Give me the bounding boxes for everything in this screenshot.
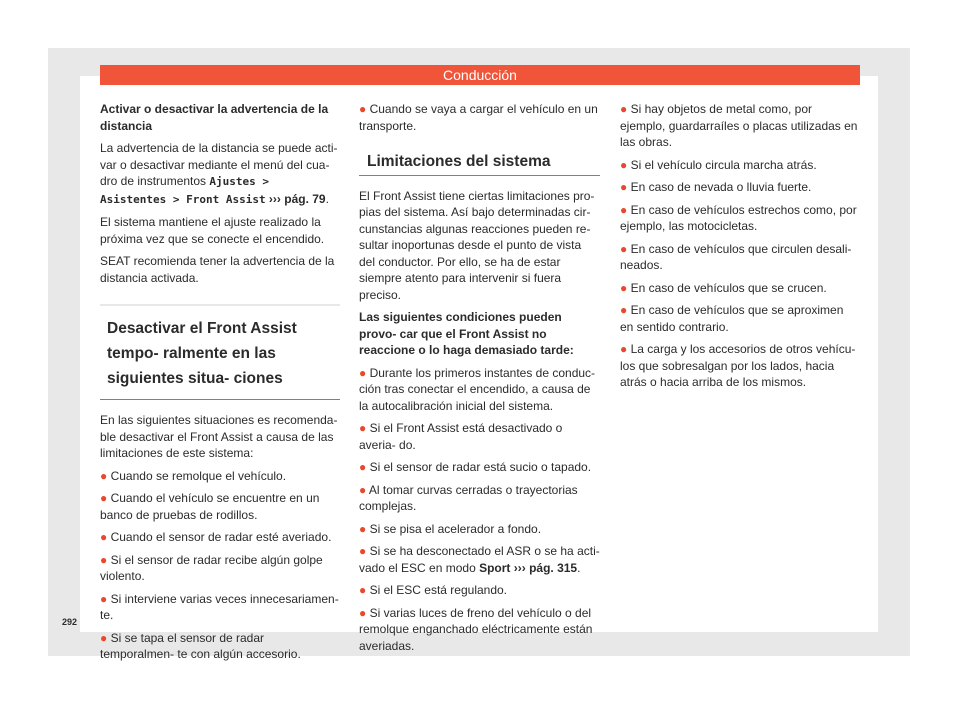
paragraph: El Front Assist tiene ciertas limitaciones pro- pias del sistema. Así bajo determinadas cir- cunstancias algunas reacciones pueden re- sultar inoportunas desde el punto de vista del conductor. Por ello, se ha de estar siempre atento para intervenir si fuera preciso. <box>359 188 595 302</box>
list-item: ● Si hay objetos de metal como, por ejemplo, guardarraíles o placas utilizadas en las obras. <box>620 102 858 149</box>
bullet-icon: ● <box>100 591 108 606</box>
list-item: ● Si el Front Assist está desactivado o averia- do. <box>359 421 563 452</box>
bullet-icon: ● <box>100 630 108 645</box>
list-item: ● Durante los primeros instantes de conduc- ción tras conectar el encendido, a causa de la autocalibración inicial del sistema. <box>359 365 596 413</box>
list-item: ● Al tomar curvas cerradas o trayectorias complejas. <box>359 482 578 513</box>
bullet-icon: ● <box>620 102 628 116</box>
bullet-icon: ● <box>100 468 108 483</box>
list-item: ● En caso de vehículos estrechos como, por ejemplo, las motocicletas. <box>620 202 857 233</box>
list-item: ● Si el vehículo circula marcha atrás. <box>620 157 817 172</box>
bullet-icon: ● <box>100 491 108 505</box>
list-item: ● La carga y los accesorios de otros vehícu- los que sobresalgan por los lados, hacia atrás o hacia arriba de los mismos. <box>620 342 856 389</box>
list-item: ● En caso de vehículos que se aproximen en sentido contrario. <box>620 303 844 334</box>
list-item: ● Si el ESC está regulando. <box>359 583 508 597</box>
section-heading: Desactivar el Front Assist tempo- ralmente en las siguientes situa- ciones <box>100 304 340 400</box>
bullet-icon: ● <box>620 303 628 317</box>
page-reference-link[interactable]: ››› pág. 79 <box>265 191 326 206</box>
bullet-icon: ● <box>359 482 367 497</box>
bullet-icon: ● <box>359 421 367 435</box>
list-item: ● Si interviene varias veces innecesariamen- te. <box>100 591 339 622</box>
intro-heading: Activar o desactivar la advertencia de la distancia <box>100 102 329 133</box>
list-item: ● Si se ha desconectado el ASR o se ha acti- vado el ESC en modo Sport ››› pág. 315. <box>359 544 600 575</box>
list-item: ● Si se tapa el sensor de radar temporalmen- te con algún accesorio. <box>100 630 301 661</box>
chapter-header: Conducción <box>100 65 860 85</box>
bullet-icon: ● <box>100 530 108 544</box>
list-item: ● Si varias luces de freno del vehículo o del remolque enganchado eléctricamente están averiadas. <box>359 605 593 653</box>
list-item: ● Cuando el vehículo se encuentre en un banco de pruebas de rodillos. <box>100 491 320 522</box>
column-right <box>620 101 860 397</box>
bullet-icon: ● <box>359 365 367 380</box>
bullet-icon: ● <box>359 460 367 474</box>
paragraph <box>100 140 340 208</box>
bullet-icon: ● <box>620 342 628 356</box>
bullet-icon: ● <box>620 157 628 172</box>
column-left <box>100 101 340 669</box>
conditions-intro: Las siguientes condiciones pueden provo- car que el Front Assist no reaccione o lo haga demasiado tarde: <box>359 310 574 357</box>
bullet-icon: ● <box>620 280 628 295</box>
paragraph-text: La advertencia de la distancia se puede acti- var o desactivar mediante el menú del cua- dro de instrumentos <box>100 141 338 188</box>
list-item: ● Cuando el sensor de radar esté averiado. <box>100 530 332 544</box>
bullet-icon: ● <box>359 544 367 558</box>
paragraph-end: . <box>325 191 329 206</box>
column-middle <box>359 101 600 660</box>
list-item: ● Cuando se remolque el vehículo. <box>100 468 287 483</box>
paragraph: En las siguientes situaciones es recomenda- ble desactivar el Front Assist a causa de las limitaciones de este sistema: <box>100 413 338 460</box>
page-reference-link[interactable]: Sport ››› pág. 315 <box>479 560 578 575</box>
list-item: ● En caso de nevada o lluvia fuerte. <box>620 180 812 194</box>
bullet-icon: ● <box>359 521 367 536</box>
bullet-icon: ● <box>620 202 628 217</box>
menu-path: Ajustes > Asistentes > Front Assist <box>100 175 269 206</box>
bullet-icon: ● <box>100 552 108 567</box>
list-item: ● Si el sensor de radar está sucio o tapado. <box>359 460 592 474</box>
bullet-icon: ● <box>359 583 367 597</box>
list-item: ● En caso de vehículos que se crucen. <box>620 280 827 295</box>
section-heading: Limitaciones del sistema <box>359 148 600 176</box>
paragraph: SEAT recomienda tener la advertencia de la distancia activada. <box>100 254 335 285</box>
paragraph: El sistema mantiene el ajuste realizado la próxima vez que se conecte el encendido. <box>100 215 325 246</box>
page-number: 292 <box>62 617 78 627</box>
bullet-icon: ● <box>620 180 628 194</box>
bullet-icon: ● <box>359 102 367 116</box>
list-item: ● En caso de vehículos que circulen desali- neados. <box>620 241 852 272</box>
list-item: ● Si se pisa el acelerador a fondo. <box>359 521 542 536</box>
list-item: ● Cuando se vaya a cargar el vehículo en un transporte. <box>359 102 598 133</box>
bullet-icon: ● <box>359 605 367 620</box>
bullet-icon: ● <box>620 241 628 256</box>
list-item: ● Si el sensor de radar recibe algún golpe violento. <box>100 552 323 583</box>
